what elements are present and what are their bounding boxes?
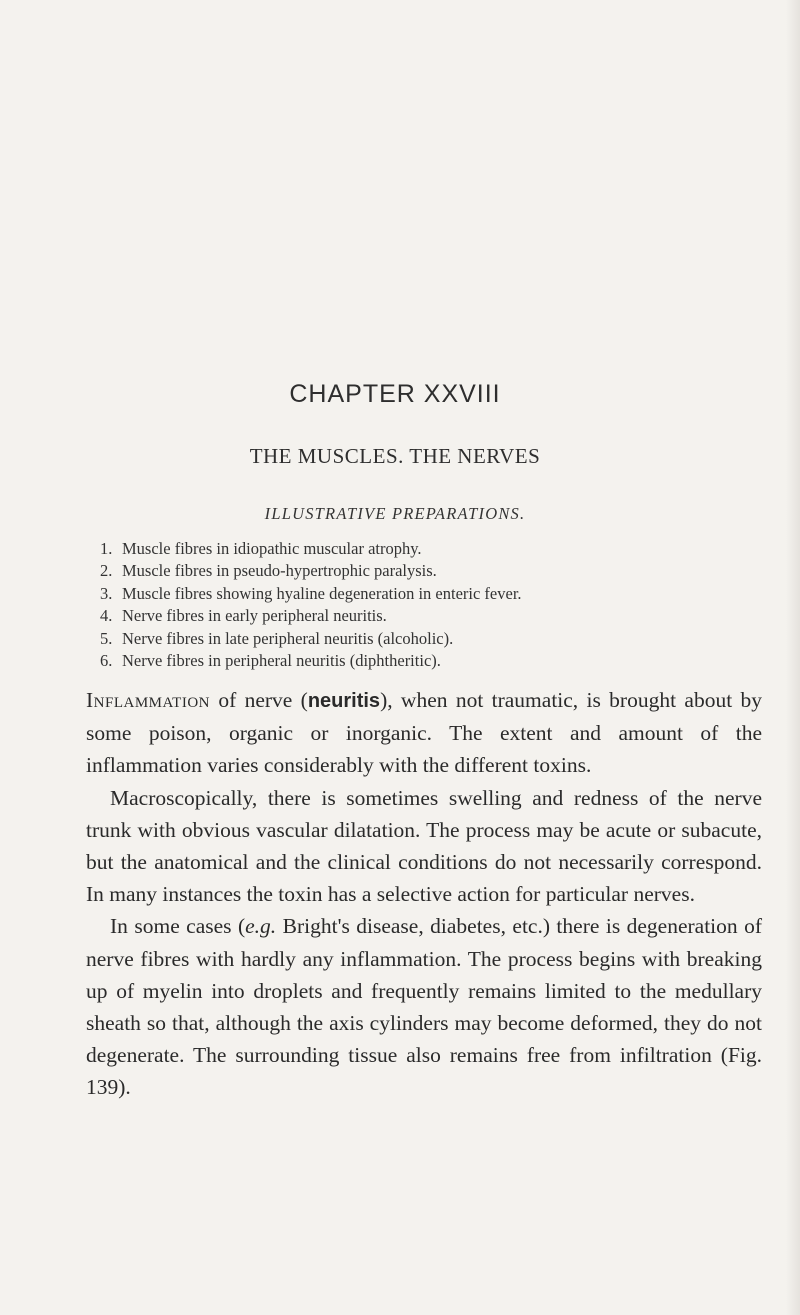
item-number: 1. bbox=[100, 539, 113, 558]
paragraph-3 bbox=[86, 910, 762, 1103]
item-number: 5. bbox=[100, 628, 113, 648]
list-item bbox=[100, 560, 760, 582]
key-term: neuritis bbox=[307, 690, 381, 712]
paragraph-text: ), when not traumatic, is brought about by some poison, organic or inorganic. The extent and amount of the inflammation varies considerably with the different toxins. bbox=[86, 688, 762, 778]
item-text: Nerve fibres in early peripheral neuritis. bbox=[122, 606, 387, 626]
paragraph-1 bbox=[86, 684, 762, 782]
chapter-heading: CHAPTER XXVIII bbox=[289, 380, 501, 408]
item-text: Muscle fibres showing hyaline degeneration in enteric fever. bbox=[122, 583, 522, 603]
paragraph-2: Macroscopically, there is sometimes swelling and redness of the nerve trunk with obvious vascular dilatation. The process may be acute or subacute, but the anatomical and the clinical conditions do not necessarily correspond. In many instances the toxin has a selective action for particular nerves. bbox=[86, 785, 762, 907]
preparations-list bbox=[100, 538, 760, 672]
item-text: Muscle fibres in pseudo-hypertrophic paralysis. bbox=[122, 561, 437, 581]
item-number: 2. bbox=[100, 561, 113, 581]
preparations-heading: ILLUSTRATIVE PREPARATIONS. bbox=[264, 504, 526, 523]
page-edge-shadow bbox=[786, 0, 800, 1315]
list-item bbox=[100, 650, 760, 672]
list-item bbox=[100, 605, 760, 627]
section-title: THE MUSCLES. THE NERVES bbox=[249, 444, 541, 468]
item-text: Nerve fibres in late peripheral neuritis (alcoholic). bbox=[122, 628, 454, 648]
item-number: 6. bbox=[100, 651, 113, 671]
list-item bbox=[100, 583, 760, 605]
item-text: Nerve fibres in peripheral neuritis (diphtheritic). bbox=[122, 651, 441, 671]
list-item bbox=[100, 538, 760, 560]
abbreviation: e.g. bbox=[245, 914, 277, 939]
item-number: 3. bbox=[100, 583, 113, 603]
item-number: 4. bbox=[100, 606, 113, 626]
body-text bbox=[86, 684, 762, 1104]
paragraph-text: of nerve ( bbox=[210, 688, 308, 712]
list-item bbox=[100, 628, 760, 650]
lead-word: Inflammation bbox=[86, 688, 210, 712]
item-text: Muscle fibres in idiopathic muscular atrophy. bbox=[122, 539, 422, 558]
paragraph-text: In some cases ( bbox=[110, 914, 246, 939]
paragraph-text: Bright's disease, diabetes, etc.) there is degeneration of nerve fibres with hardly any inflammation. The process begins with breaking up of myelin into droplets and frequently remains limited to the medullary sheath so that, although the axis cylinders may become deformed, they do not degenerate. The surrounding tissue also remains free from infiltration (Fig. 139). bbox=[86, 914, 762, 1100]
